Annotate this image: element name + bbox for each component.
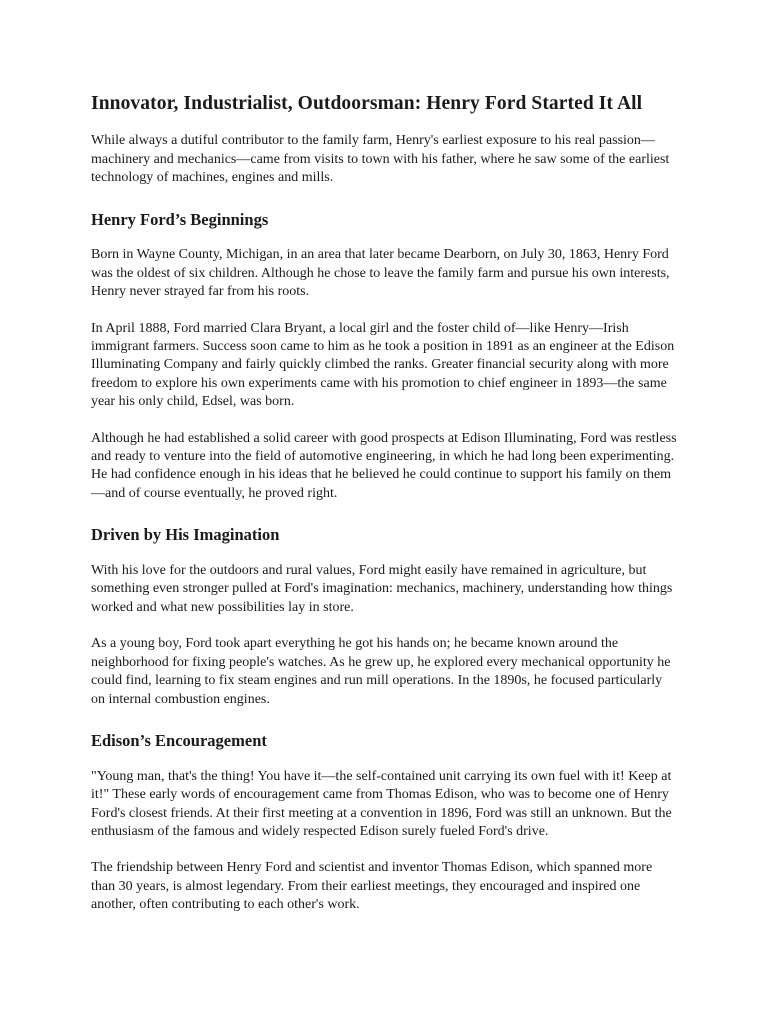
paragraph: In April 1888, Ford married Clara Bryant, a local girl and the foster child of—like Henry—Irish immigrant farmers. Success soon came to him as he took a position in 1891 as an engineer at the Edison Illuminating Company and fairly quickly climbed the ranks. Greater financial security along with more freedom to explore his own experiments came with his promotion to chief engineer in 1893—the same year his only child, Edsel, was born. — [91, 320, 675, 410]
paragraph: Born in Wayne County, Michigan, in an area that later became Dearborn, on July 30, 1863, Henry Ford was the oldest of six children. Although he chose to leave the family farm and pursue his own interests, Henry never strayed far from his roots. — [91, 247, 670, 300]
paragraph: "Young man, that's the thing! You have it—the self-contained unit carrying its own fuel with it! Keep at it!" These early words of encouragement came from Thomas Edison, who was to become one of Henry Ford's closest friends. At their first meeting at a convention in 1896, Ford was still an unknown. But the enthusiasm of the famous and widely respected Edison surely fueled Ford's drive. — [91, 768, 672, 839]
paragraph: With his love for the outdoors and rural values, Ford might easily have remained in agriculture, but something even stronger pulled at Ford's imagination: mechanics, machinery, understanding how things worked and what new possibilities lay in store. — [91, 563, 673, 615]
section-heading-imagination: Driven by His Imagination — [91, 525, 280, 545]
paragraph: Although he had established a solid career with good prospects at Edison Illuminating, Ford was restless and ready to venture into the field of automotive engineering, in which he had long been experimenting. He had confidence enough in his ideas that he believed he could continue to support his family on them—and of course eventually, he proved right. — [91, 430, 677, 501]
paragraph: As a young boy, Ford took apart everything he got his hands on; he became known around the neighborhood for fixing people's watches. As he grew up, he explored every mechanical opportunity he could find, learning to fix steam engines and run mill operations. In the 1890s, he focused particularly on internal combustion engines. — [91, 636, 671, 707]
paragraph: The friendship between Henry Ford and scientist and inventor Thomas Edison, which spanned more than 30 years, is almost legendary. From their earliest meetings, they encouraged and inspired one another, often contributing to each other's work. — [91, 860, 653, 913]
document-title: Innovator, Industrialist, Outdoorsman: Henry Ford Started It All — [91, 93, 643, 114]
section-heading-beginnings: Henry Ford’s Beginnings — [91, 209, 269, 229]
section-heading-encouragement: Edison’s Encouragement — [91, 730, 267, 750]
intro-paragraph: While always a dutiful contributor to the family farm, Henry's earliest exposure to his real passion—machinery and mechanics—came from visits to town with his father, where he saw some of the earliest technology of machines, engines and mills. — [91, 133, 670, 186]
